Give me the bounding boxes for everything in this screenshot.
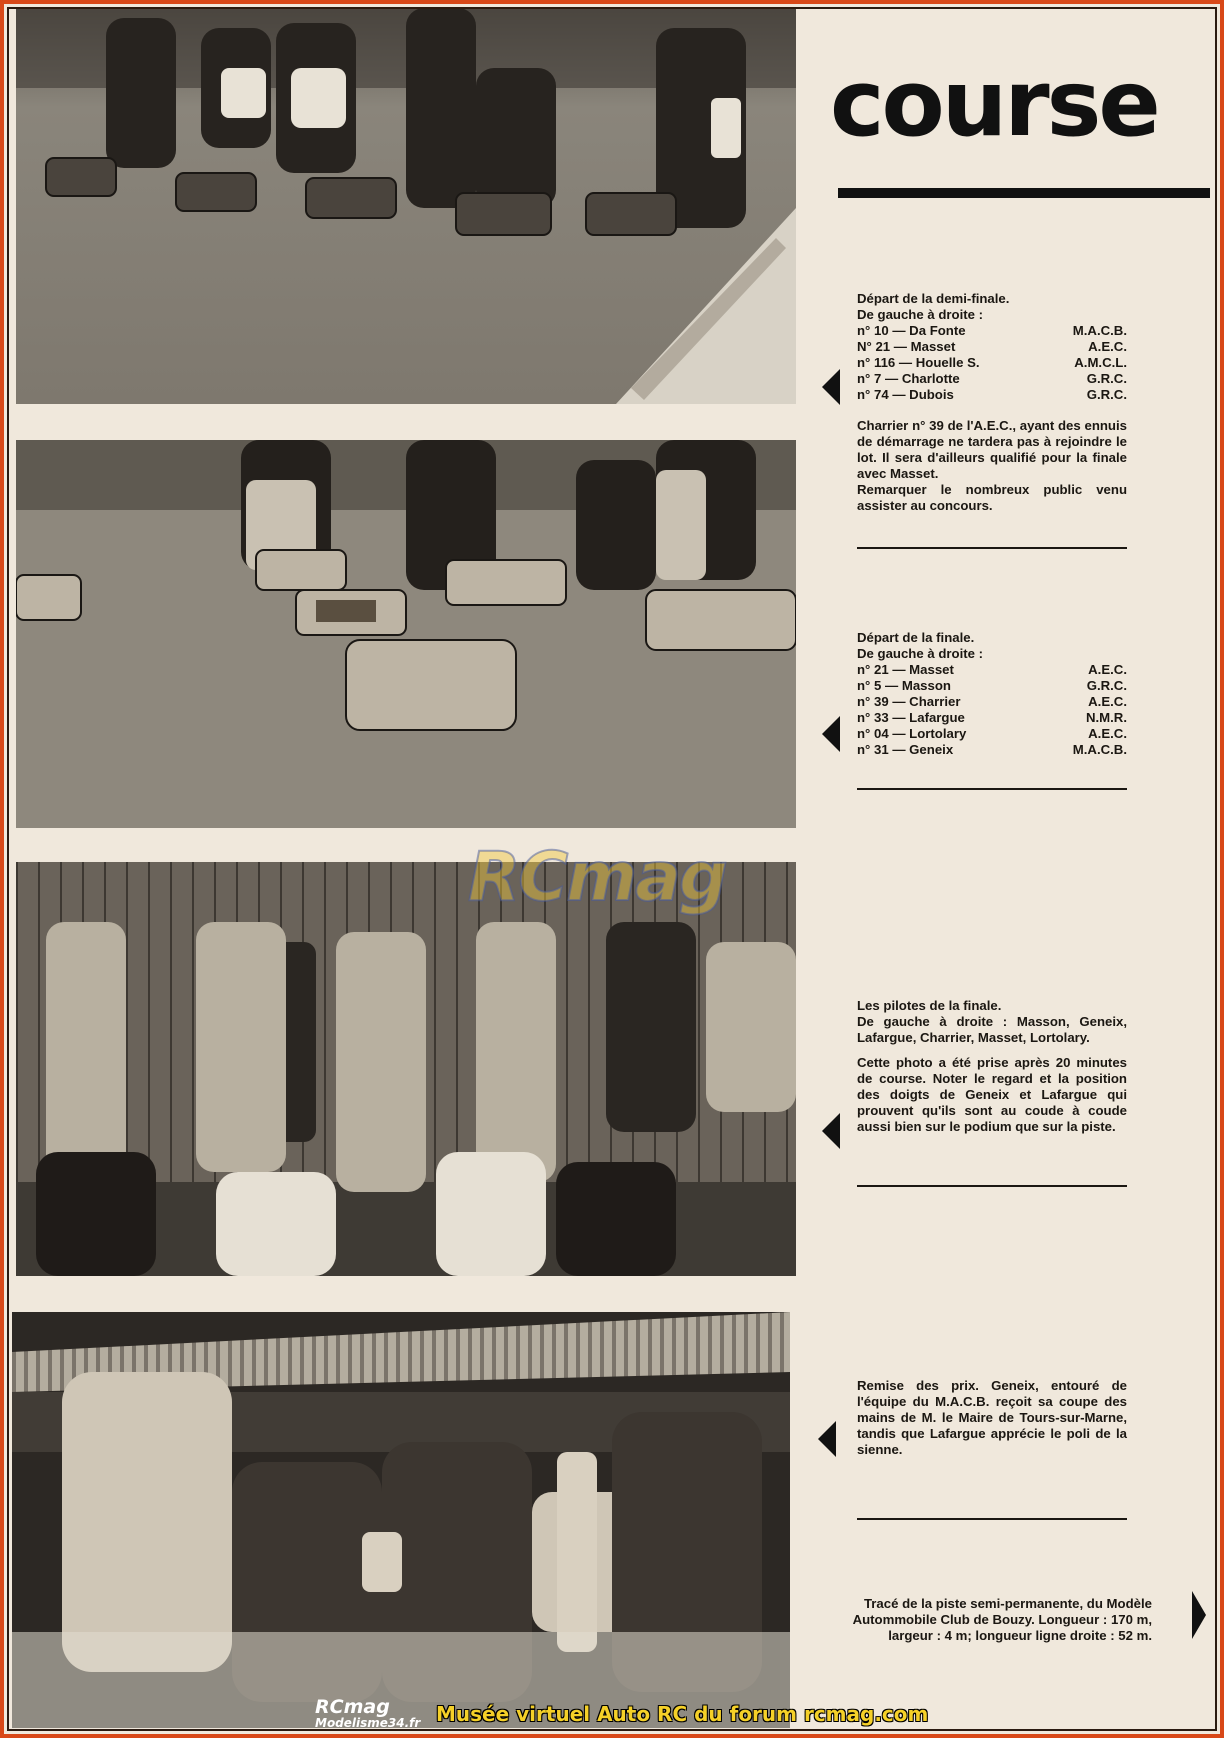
club-name: A.E.C. [1088, 339, 1127, 354]
racer-number: n° 74 — Dubois [857, 387, 954, 402]
racer-number: n° 7 — Charlotte [857, 371, 960, 386]
caption-remise [857, 1378, 1127, 1458]
list-item [857, 355, 1127, 371]
club-name: A.E.C. [1088, 662, 1127, 677]
rcmag-watermark-logo: RCmag [468, 838, 726, 917]
club-name: A.E.C. [1088, 726, 1127, 741]
caption-demi-heading: Départ de la demi-finale. [857, 291, 1010, 306]
footer-text: Musée virtuel Auto RC du forum rcmag.com [436, 1702, 929, 1726]
divider [857, 547, 1127, 549]
arrow-left-icon [822, 1113, 840, 1149]
racer-number: n° 04 — Lortolary [857, 726, 967, 741]
list-item [857, 387, 1127, 403]
club-name: N.M.R. [1085, 710, 1127, 725]
caption-demi-note: Charrier n° 39 de l'A.E.C., ayant des ennuis de démarrage ne tardera pas à rejoindre le lot. Il sera d'ailleurs qualifié pour la finale avec Masset. [857, 418, 1127, 481]
club-name: G.R.C. [1086, 678, 1127, 693]
caption-finale [857, 630, 1127, 758]
page-title: course [830, 50, 1158, 157]
caption-pilotes-heading: Les pilotes de la finale. [857, 998, 1002, 1013]
arrow-left-icon [822, 716, 840, 752]
club-name: G.R.C. [1086, 387, 1127, 402]
list-item [857, 710, 1127, 726]
caption-demi-finale [857, 291, 1127, 514]
arrow-left-icon [822, 369, 840, 405]
racer-number: n° 31 — Geneix [857, 742, 954, 757]
list-item [857, 742, 1127, 758]
photo-remise-prix [12, 1312, 790, 1728]
racer-number: N° 21 — Masset [857, 339, 956, 354]
caption-trace [852, 1596, 1152, 1644]
caption-pilotes-subheading: De gauche à droite : Masson, Geneix, Lafargue, Charrier, Masset, Lortolary. [857, 1014, 1127, 1045]
photo-pilotes-finale [16, 862, 796, 1276]
racer-number: n° 21 — Masset [857, 662, 954, 677]
caption-pilotes-note: Cette photo a été prise après 20 minutes de course. Noter le regard et la position des doigts de Geneix et Lafargue qui prouvent qu'ils sont au coude à coude aussi bien sur le podium que sur la piste. [857, 1055, 1127, 1134]
club-name: M.A.C.B. [1072, 742, 1127, 757]
list-item [857, 662, 1127, 678]
caption-demi-subheading: De gauche à droite : [857, 307, 984, 322]
divider [857, 788, 1127, 790]
racer-number: n° 33 — Lafargue [857, 710, 965, 725]
caption-remise-text: Remise des prix. Geneix, entouré de l'équipe du M.A.C.B. reçoit sa coupe des mains de M. le Maire de Tours-sur-Marne, tandis que Lafargue apprécie le poli de la sienne. [857, 1378, 1127, 1457]
title-rule [838, 188, 1210, 198]
footer-logo-line1: RCmag [315, 1696, 390, 1718]
arrow-right-icon [1192, 1591, 1206, 1639]
racer-number: n° 5 — Masson [857, 678, 951, 693]
list-item [857, 726, 1127, 742]
list-item [857, 678, 1127, 694]
club-name: A.E.C. [1088, 694, 1127, 709]
footer-logo-line2: Modelisme34.fr [315, 1716, 421, 1730]
club-name: A.M.C.L. [1074, 355, 1127, 370]
caption-finale-heading: Départ de la finale. [857, 630, 975, 645]
divider [857, 1518, 1127, 1520]
caption-finale-subheading: De gauche à droite : [857, 646, 984, 661]
racer-number: n° 10 — Da Fonte [857, 323, 966, 338]
arrow-left-icon [818, 1421, 836, 1457]
racer-number: n° 116 — Houelle S. [857, 355, 980, 370]
caption-pilotes [857, 998, 1127, 1135]
footer-logo [315, 1698, 420, 1729]
caption-demi-note2: Remarquer le nombreux public venu assister au concours. [857, 482, 1127, 513]
club-name: M.A.C.B. [1072, 323, 1127, 338]
photo-demi-finale-start [16, 8, 796, 404]
caption-trace-text: Tracé de la piste semi-permanente, du Modèle Autommobile Club de Bouzy. Longueur : 170 m, largeur : 4 m; longueur ligne droite : 52 m. [852, 1596, 1152, 1643]
racer-number: n° 39 — Charrier [857, 694, 961, 709]
list-item [857, 339, 1127, 355]
list-item [857, 694, 1127, 710]
photo-finale-start [16, 440, 796, 828]
club-name: G.R.C. [1086, 371, 1127, 386]
divider [857, 1185, 1127, 1187]
list-item [857, 323, 1127, 339]
list-item [857, 371, 1127, 387]
